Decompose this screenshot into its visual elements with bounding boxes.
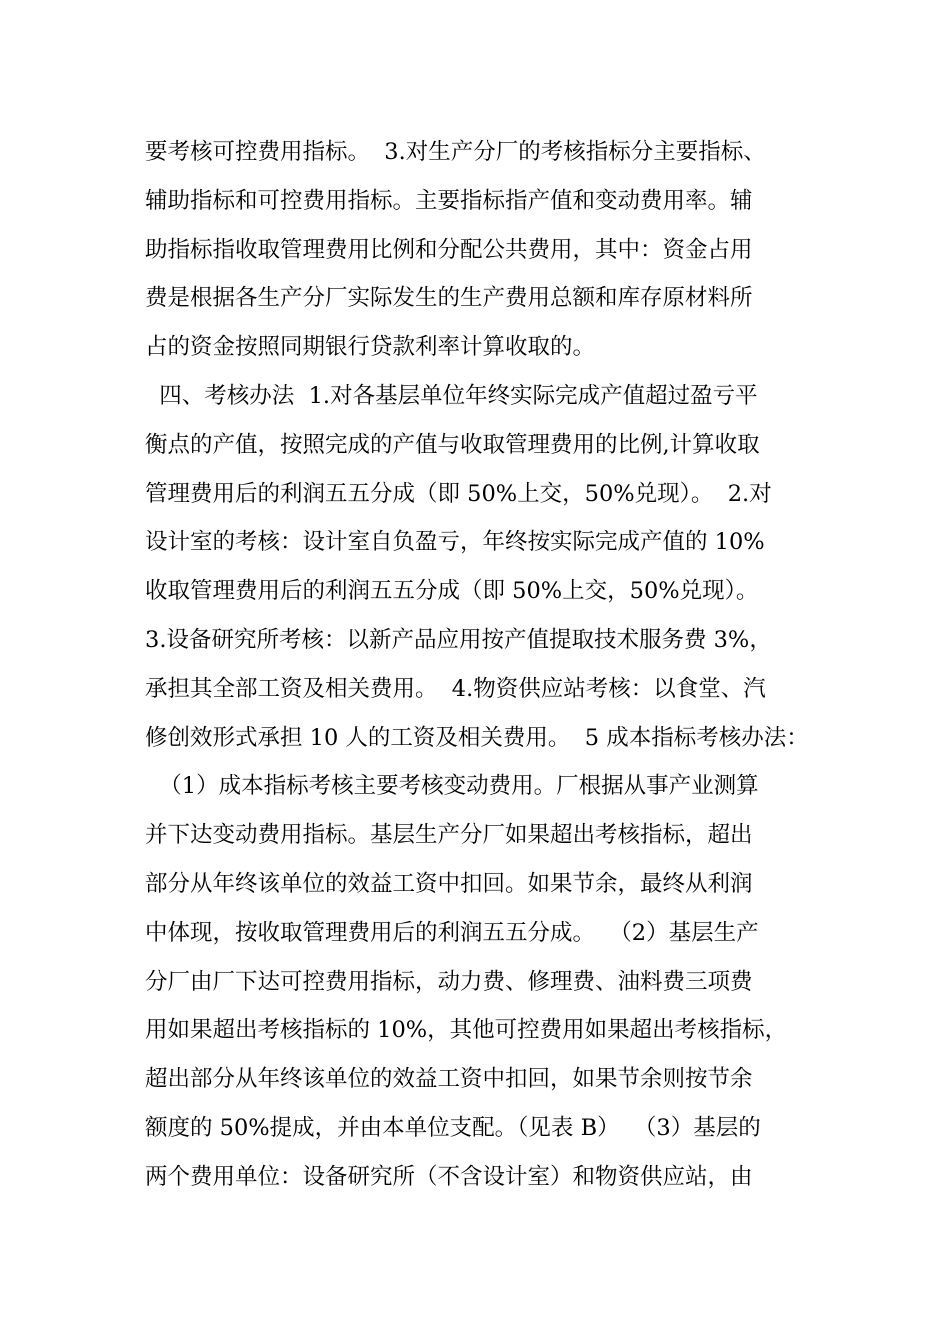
text-line: 收取管理费用后的利润五五分成（即 50%上交，50%兑现）。 [145,578,759,605]
text-line: 承担其全部工资及相关费用。 4.物资供应站考核：以食堂、汽 [145,675,766,702]
text-line: 3.设备研究所考核：以新产品应用按产值提取技术服务费 3%， [145,626,772,653]
body-text [145,128,825,1202]
text-line: 中体现，按收取管理费用后的利润五五分成。 （2）基层生产 [145,919,759,946]
text-line: 额度的 50%提成，并由本单位支配。（见表 B） （3）基层的 [145,1114,761,1141]
text-line: 设计室的考核：设计室自负盈亏，年终按实际完成产值的 10% [145,529,765,556]
text-line: 两个费用单位：设备研究所（不含设计室）和物资供应站，由 [145,1163,753,1190]
text-line: 占的资金按照同期银行贷款利率计算收取的。 [145,334,596,361]
text-line: 四、考核办法 1.对各基层单位年终实际完成产值超过盈亏平 [145,382,758,409]
text-line: 超出部分从年终该单位的效益工资中扣回，如果节余则按节余 [145,1066,753,1093]
text-line: 并下达变动费用指标。基层生产分厂如果超出考核指标，超出 [145,822,753,849]
text-line: 助指标指收取管理费用比例和分配公共费用，其中：资金占用 [145,236,753,263]
text-line: 用如果超出考核指标的 10%，其他可控费用如果超出考核指标， [145,1017,788,1044]
text-line: 修创效形式承担 10 人的工资及相关费用。 5 成本指标考核办法： [145,724,809,751]
text-line: 费是根据各生产分厂实际发生的生产费用总额和库存原材料所 [145,285,753,312]
text-line: （1）成本指标考核主要考核变动费用。厂根据从事产业测算 [145,773,759,800]
text-line: 衡点的产值，按照完成的产值与收取管理费用的比例,计算收取 [145,431,760,458]
text-line: 部分从年终该单位的效益工资中扣回。如果节余，最终从利润 [145,870,753,897]
text-line: 要考核可控费用指标。 3.对生产分厂的考核指标分主要指标、 [145,139,766,165]
text-line: 管理费用后的利润五五分成（即 50%上交，50%兑现）。 2.对 [145,480,772,507]
text-line: 辅助指标和可控费用指标。主要指标指产值和变动费用率。辅 [145,187,753,214]
text-line: 分厂由厂下达可控费用指标，动力费、修理费、油料费三项费 [145,968,753,995]
